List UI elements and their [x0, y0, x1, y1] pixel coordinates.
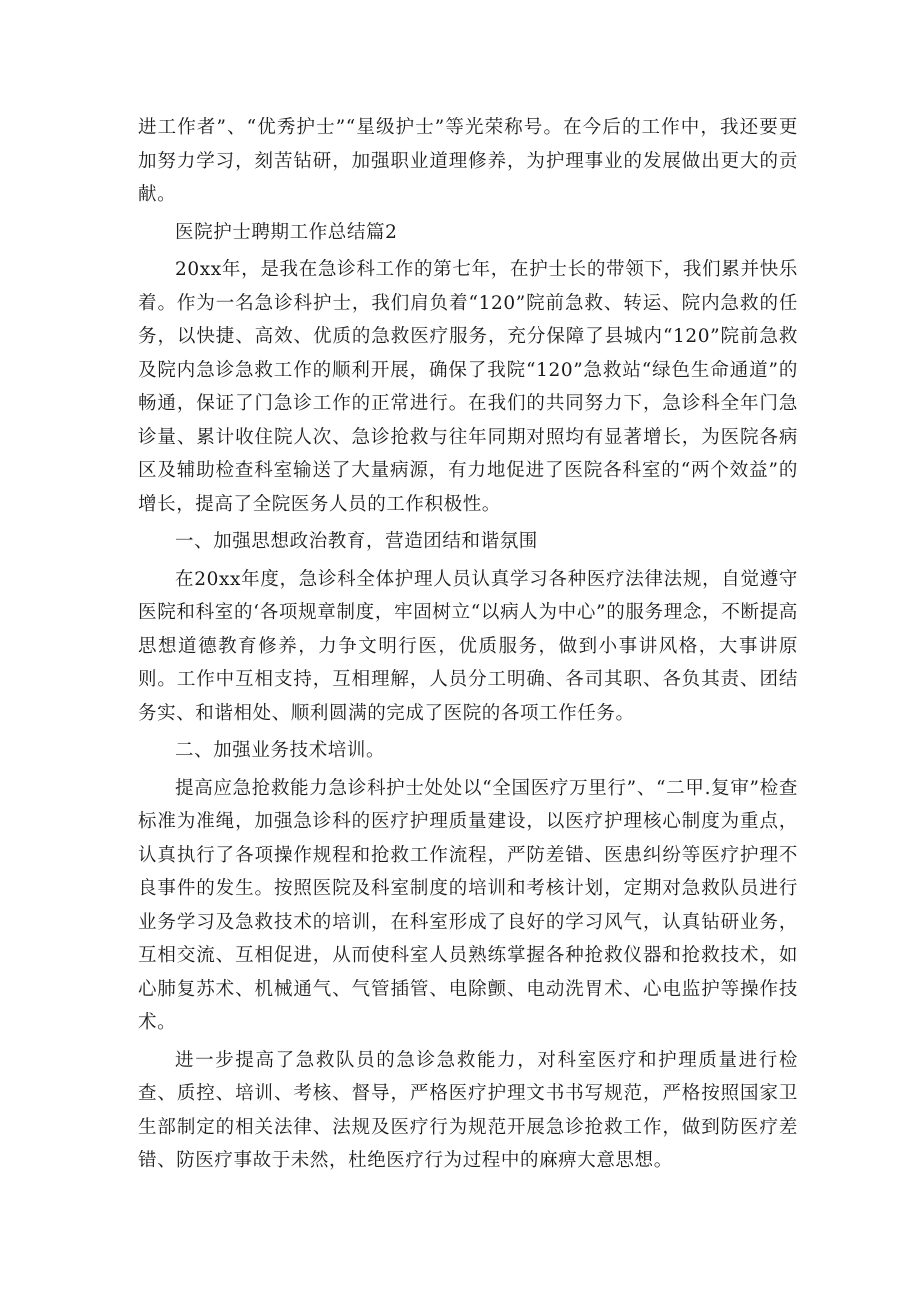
paragraph-quality: 进一步提高了急救队员的急诊急救能力，对科室医疗和护理质量进行检查、质控、培训、考核、督导，严格医疗护理文书书写规范，严格按照国家卫生部制定的相关法律、法规及医疗行为规范开展急诊抢救工作，做到防医疗差错、防医疗事故于未然，杜绝医疗行为过程中的麻痹大意思想。 — [138, 1049, 798, 1171]
paragraph-training: 提高应急抢救能力急诊科护士处处以“全国医疗万里行”、“二甲.复审”检查标准为准绳，加强急诊科的医疗护理质量建设，以医疗护理核心制度为重点，认真执行了各项操作规程和抢救工作流程，严防差错、医患纠纷等医疗护理不良事件的发生。按照医院及科室制度的培训和考核计划，定期对急救队员进行业务学习及急救技术的培训，在科室形成了良好的学习风气，认真钻研业务，互相交流、互相促进，从而使科室人员熟练掌握各种抢救仪器和抢救技术，如心肺复苏术、机械通气、气管插管、电除颤、电动洗胃术、心电监护等操作技术。 — [138, 777, 798, 1033]
section-title: 医院护士聘期工作总结篇2 — [175, 221, 398, 243]
paragraph-continuation: 进工作者”、“优秀护士”“星级护士”等光荣称号。在今后的工作中，我还要更加努力学习，刻苦钻研，加强职业道理修养，为护理事业的发展做出更大的贡献。 — [138, 117, 798, 205]
paragraph-intro: 20xx年，是我在急诊科工作的第七年，在护士长的带领下，我们累并快乐着。作为一名急诊科护士，我们肩负着“120”院前急救、转运、院内急救的任务，以快捷、高效、优质的急救医疗服务，充分保障了县城内“120”院前急救及院内急诊急救工作的顺利开展，确保了我院“120”急救站“绿色生命通道”的畅通，保证了门急诊工作的正常进行。在我们的共同努力下，急诊科全年门急诊量、累计收住院人次、急诊抢救与往年同期对照均有显著增长，为医院各病区及辅助检查科室输送了大量病源，有力地促进了医院各科室的“两个效益”的增长，提高了全院医务人员的工作积极性。 — [138, 259, 798, 515]
paragraph-politics: 在20xx年度，急诊科全体护理人员认真学习各种医疗法律法规，自觉遵守医院和科室的‘各项规章制度，牢固树立“以病人为中心”的服务理念，不断提高思想道德教育修养，力争文明行医，优质服务，做到小事讲风格，大事讲原则。工作中互相支持，互相理解，人员分工明确、各司其职、各负其责、团结务实、和谐相处、顺利圆满的完成了医院的各项工作任务。 — [138, 568, 798, 724]
heading-two: 二、加强业务技术培训。 — [175, 740, 386, 761]
heading-one: 一、加强思想政治教育，营造团结和谐氛围 — [175, 531, 538, 552]
document-body — [138, 111, 798, 1178]
